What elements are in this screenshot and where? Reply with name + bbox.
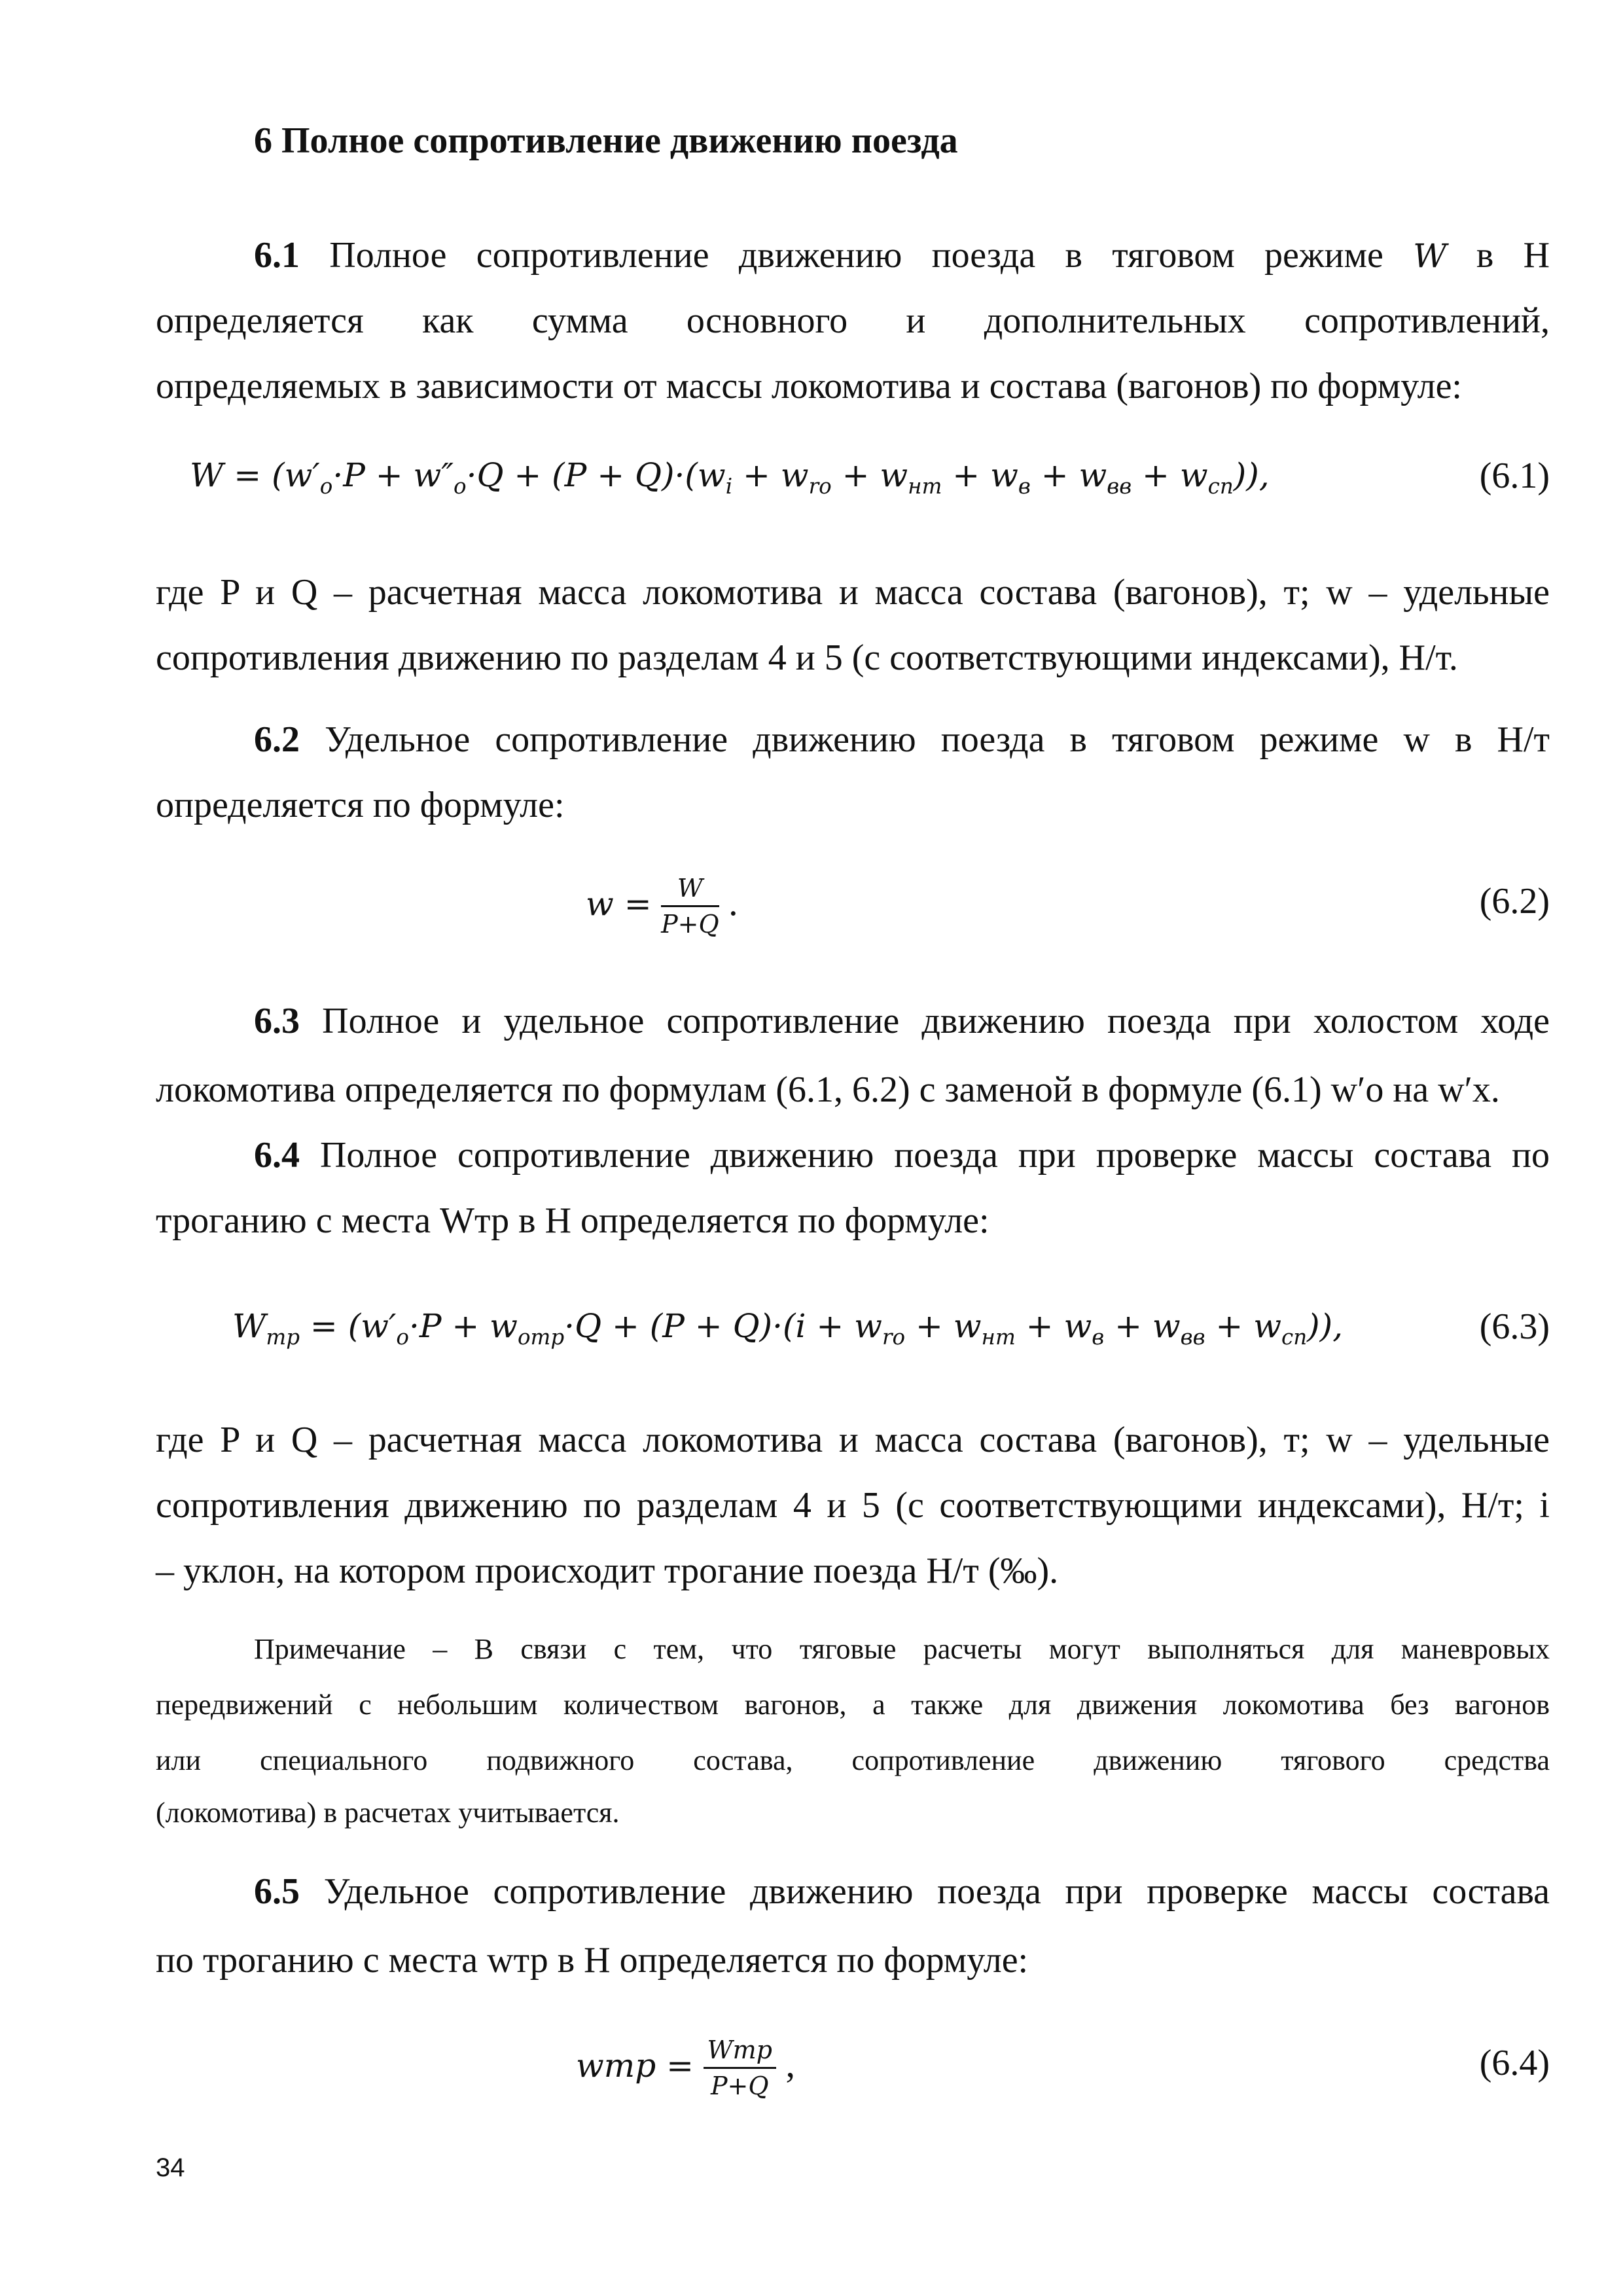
paragraph-6-3-line-1 bbox=[156, 988, 1550, 1054]
numerator: Wтр bbox=[704, 2036, 776, 2069]
where-2-line-1: где P и Q – расчетная масса локомотива и масса состава (вагонов), т; w – удельные bbox=[156, 1420, 1550, 1460]
note-line-1: Примечание – В связи с тем, что тяговые расчеты могут выполняться для маневровых bbox=[254, 1633, 1550, 1665]
paragraph-text: Удельное сопротивление движению поезда при проверке массы состава bbox=[323, 1871, 1550, 1912]
paragraph-6-5-line-1 bbox=[156, 1859, 1550, 1924]
paragraph-6-4-line-1 bbox=[156, 1122, 1550, 1188]
paragraph-6-3-line-2: локомотива определяется по формулам (6.1, 6.2) с заменой в формуле (6.1) w′o на w′x. bbox=[156, 1069, 1500, 1110]
equation-number: (6.3) bbox=[1479, 1306, 1550, 1347]
equation-lhs: w = bbox=[586, 884, 652, 923]
note-line-2: передвижений с небольшим количеством вагонов, а также для движения локомотива без вагонов bbox=[156, 1689, 1550, 1721]
equation-tail: , bbox=[785, 2042, 795, 2085]
paragraph-text: Полное и удельное сопротивление движению поезда при холостом ходе bbox=[322, 1001, 1550, 1041]
numerator: W bbox=[661, 874, 719, 907]
equation-lhs: wтр = bbox=[576, 2046, 694, 2085]
equation-6-1 bbox=[190, 452, 1270, 499]
page-number: 34 bbox=[156, 2153, 185, 2182]
denominator: P+Q bbox=[661, 910, 719, 939]
paragraph-6-1-line-1 bbox=[156, 223, 1550, 289]
paragraph-text: Полное сопротивление движению поезда в тяговом режиме bbox=[329, 235, 1383, 276]
denominator: P+Q bbox=[710, 2072, 769, 2100]
where-2-line-3: – уклон, на котором происходит трогание поезда Н/т (‰). bbox=[156, 1551, 1059, 1591]
equation-number: (6.4) bbox=[1479, 2043, 1550, 2083]
equation-6-3 bbox=[232, 1302, 1343, 1350]
section-heading: 6 Полное сопротивление движению поезда bbox=[254, 120, 958, 161]
equation-number: (6.2) bbox=[1479, 881, 1550, 922]
paragraph-6-2-line-1 bbox=[156, 707, 1550, 772]
equation-6-4 bbox=[576, 2036, 795, 2100]
paragraph-text: Удельное сопротивление движению поезда в тяговом режиме w в Н/т bbox=[325, 719, 1550, 760]
equation-6-2 bbox=[586, 874, 738, 939]
paragraph-6-1-line-3: определяемых в зависимости от массы локомотива и состава (вагонов) по формуле: bbox=[156, 366, 1462, 406]
paragraph-6-1-line-2: определяется как сумма основного и дополнительных сопротивлений, bbox=[156, 300, 1550, 341]
paragraph-6-5-line-2: по троганию с места wтр в Н определяется по формуле: bbox=[156, 1940, 1029, 1981]
paragraph-6-2-line-2: определяется по формуле: bbox=[156, 785, 565, 825]
where-2-line-2: сопротивления движению по разделам 4 и 5 (с соответствующими индексами), Н/т; i bbox=[156, 1485, 1550, 1526]
formula-6-1-text bbox=[0, 0, 1, 1]
equation-number: (6.1) bbox=[1479, 456, 1550, 496]
paragraph-text: Полное сопротивление движению поезда при проверке массы состава по bbox=[319, 1135, 1550, 1175]
formula: $W_{тр} = (w'_o\cdot P + w_{отр}\cdot Q + (P + Q)\cdot(i + w_{ro} + w_{нт} + w_в + w_{вв} + w_{cп}))$, bbox=[232, 1307, 1344, 1350]
where-1-line-2: сопротивления движению по разделам 4 и 5 (с соответствующими индексами), Н/т. bbox=[156, 637, 1458, 678]
clause-number: 6.3 bbox=[254, 1001, 300, 1041]
clause-number: 6.4 bbox=[254, 1135, 300, 1175]
fraction bbox=[704, 2036, 776, 2100]
formula: $W = (w'_o\cdot P + w''_o\cdot Q + (P + Q)\cdot(w_i + w_{ro} + w_{нт} + w_в + w_{вв} + w_{cп}))$, bbox=[190, 456, 1270, 499]
note-line-4: (локомотива) в расчетах учитывается. bbox=[156, 1797, 620, 1829]
paragraph-6-4-line-2: троганию с места Wтр в Н определяется по формуле: bbox=[156, 1200, 990, 1241]
clause-number: 6.1 bbox=[254, 235, 300, 276]
fraction bbox=[661, 874, 719, 939]
note-line-3: или специального подвижного состава, сопротивление движению тягового средства bbox=[156, 1744, 1550, 1776]
equation-tail: . bbox=[728, 880, 738, 924]
where-1-line-1: где P и Q – расчетная масса локомотива и масса состава (вагонов), т; w – удельные bbox=[156, 572, 1550, 613]
clause-number: 6.5 bbox=[254, 1871, 300, 1912]
clause-number: 6.2 bbox=[254, 719, 300, 760]
symbol-W: W bbox=[1413, 237, 1447, 275]
paragraph-text: в Н bbox=[1476, 235, 1550, 276]
